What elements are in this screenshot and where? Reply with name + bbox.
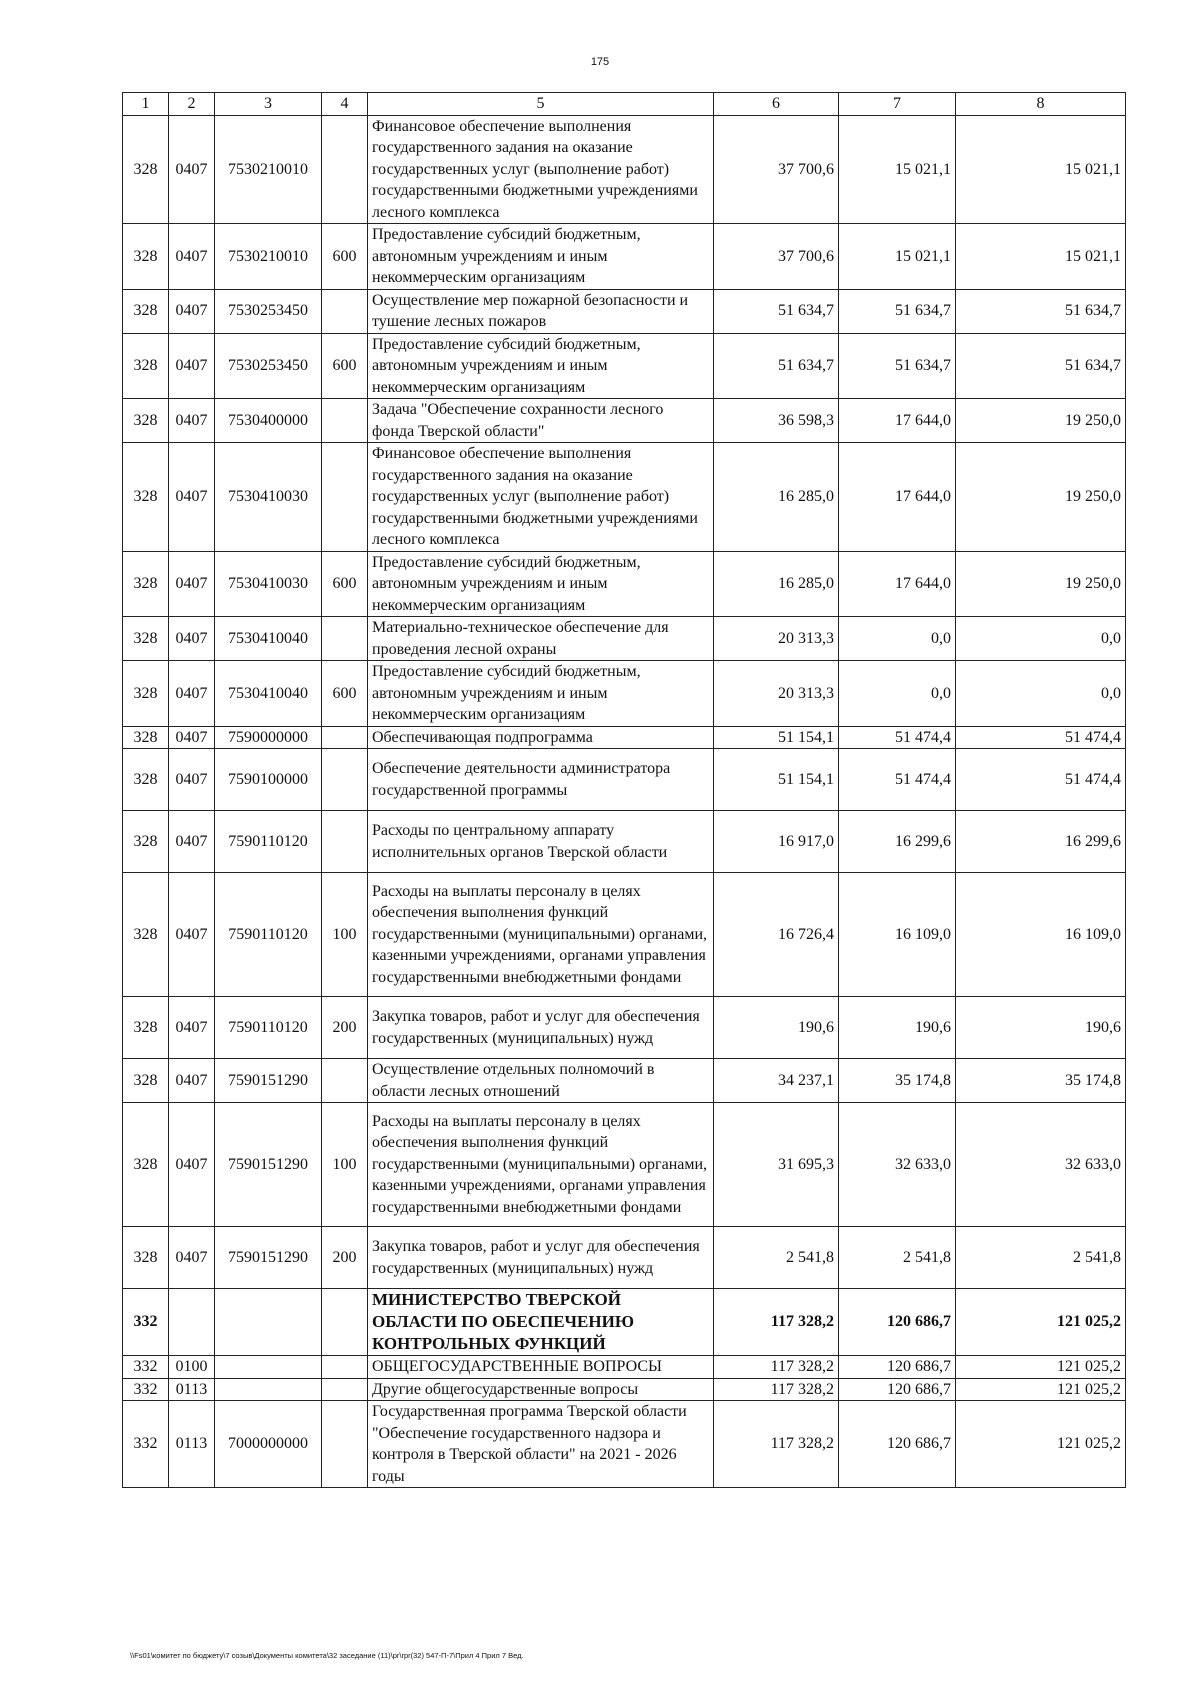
cell-col-3 xyxy=(215,1289,322,1356)
column-header: 4 xyxy=(322,93,368,116)
cell-col-4 xyxy=(322,399,368,443)
cell-col-1: 332 xyxy=(123,1356,169,1379)
cell-col-8: 121 025,2 xyxy=(956,1378,1126,1401)
cell-col-4 xyxy=(322,1059,368,1103)
cell-col-7: 32 633,0 xyxy=(839,1103,956,1227)
cell-col-1: 328 xyxy=(123,873,169,997)
cell-col-2: 0407 xyxy=(169,289,215,333)
cell-col-2: 0100 xyxy=(169,1356,215,1379)
cell-col-6: 37 700,6 xyxy=(714,115,839,224)
cell-col-7: 51 634,7 xyxy=(839,289,956,333)
cell-col-6: 34 237,1 xyxy=(714,1059,839,1103)
cell-col-2 xyxy=(169,1289,215,1356)
column-header: 6 xyxy=(714,93,839,116)
cell-col-2: 0407 xyxy=(169,115,215,224)
cell-col-3: 7590110120 xyxy=(215,811,322,873)
cell-col-4 xyxy=(322,1289,368,1356)
cell-col-7: 35 174,8 xyxy=(839,1059,956,1103)
cell-col-2: 0407 xyxy=(169,749,215,811)
cell-col-6: 16 726,4 xyxy=(714,873,839,997)
cell-col-7: 120 686,7 xyxy=(839,1378,956,1401)
table-row xyxy=(123,399,1126,443)
cell-col-8: 51 474,4 xyxy=(956,749,1126,811)
table-row xyxy=(123,997,1126,1059)
cell-col-6: 16 285,0 xyxy=(714,551,839,617)
cell-col-3: 7530410040 xyxy=(215,617,322,661)
table-row xyxy=(123,443,1126,552)
cell-col-1: 332 xyxy=(123,1401,169,1488)
table-row xyxy=(123,811,1126,873)
cell-col-7: 15 021,1 xyxy=(839,115,956,224)
cell-col-8: 51 474,4 xyxy=(956,726,1126,749)
cell-col-4 xyxy=(322,289,368,333)
cell-col-8: 0,0 xyxy=(956,617,1126,661)
cell-col-2: 0407 xyxy=(169,1103,215,1227)
cell-col-3 xyxy=(215,1378,322,1401)
cell-col-8: 15 021,1 xyxy=(956,224,1126,290)
page-number: 175 xyxy=(590,56,610,68)
cell-col-4 xyxy=(322,1356,368,1379)
cell-col-4 xyxy=(322,1378,368,1401)
cell-col-1: 328 xyxy=(123,399,169,443)
cell-col-2: 0407 xyxy=(169,726,215,749)
cell-col-7: 51 474,4 xyxy=(839,749,956,811)
cell-col-8: 19 250,0 xyxy=(956,399,1126,443)
table-row xyxy=(123,1378,1126,1401)
cell-col-4 xyxy=(322,749,368,811)
cell-col-3: 7590110120 xyxy=(215,997,322,1059)
cell-col-4: 600 xyxy=(322,224,368,290)
cell-col-6: 51 154,1 xyxy=(714,749,839,811)
cell-col-6: 117 328,2 xyxy=(714,1378,839,1401)
cell-col-3: 7590110120 xyxy=(215,873,322,997)
cell-col-6: 117 328,2 xyxy=(714,1289,839,1356)
cell-col-4 xyxy=(322,115,368,224)
cell-col-8: 35 174,8 xyxy=(956,1059,1126,1103)
table-row xyxy=(123,115,1126,224)
table-row xyxy=(123,726,1126,749)
cell-col-6: 20 313,3 xyxy=(714,617,839,661)
cell-col-2: 0407 xyxy=(169,1059,215,1103)
column-header: 3 xyxy=(215,93,322,116)
cell-col-5: Расходы на выплаты персоналу в целях обеспечения выполнения функций государственными (муниципальными) органами, казенными учреждениями, органами управления государственными внебюджетными фондами xyxy=(368,873,714,997)
cell-col-6: 2 541,8 xyxy=(714,1227,839,1289)
cell-col-8: 15 021,1 xyxy=(956,115,1126,224)
cell-col-2: 0113 xyxy=(169,1378,215,1401)
cell-col-1: 328 xyxy=(123,443,169,552)
cell-col-8: 121 025,2 xyxy=(956,1356,1126,1379)
table-row xyxy=(123,1401,1126,1488)
cell-col-5: Задача "Обеспечение сохранности лесного фонда Тверской области" xyxy=(368,399,714,443)
cell-col-7: 16 109,0 xyxy=(839,873,956,997)
cell-col-5: Финансовое обеспечение выполнения государственного задания на оказание государственных услуг (выполнение работ) государственными бюджетными учреждениями лесного комплекса xyxy=(368,115,714,224)
cell-col-4: 600 xyxy=(322,551,368,617)
cell-col-5: Предоставление субсидий бюджетным, автономным учреждениям и иным некоммерческим организациям xyxy=(368,333,714,399)
cell-col-1: 328 xyxy=(123,289,169,333)
cell-col-6: 117 328,2 xyxy=(714,1356,839,1379)
cell-col-4: 200 xyxy=(322,1227,368,1289)
cell-col-8: 19 250,0 xyxy=(956,443,1126,552)
cell-col-5: Предоставление субсидий бюджетным, автономным учреждениям и иным некоммерческим организациям xyxy=(368,551,714,617)
budget-table xyxy=(122,92,1126,1488)
cell-col-6: 190,6 xyxy=(714,997,839,1059)
table-row xyxy=(123,1289,1126,1356)
cell-col-2: 0407 xyxy=(169,224,215,290)
cell-col-4 xyxy=(322,726,368,749)
cell-col-4: 200 xyxy=(322,997,368,1059)
cell-col-1: 328 xyxy=(123,749,169,811)
cell-col-2: 0407 xyxy=(169,443,215,552)
cell-col-3: 7590151290 xyxy=(215,1059,322,1103)
cell-col-1: 328 xyxy=(123,997,169,1059)
cell-col-7: 51 474,4 xyxy=(839,726,956,749)
cell-col-7: 120 686,7 xyxy=(839,1401,956,1488)
cell-col-7: 120 686,7 xyxy=(839,1289,956,1356)
cell-col-7: 51 634,7 xyxy=(839,333,956,399)
cell-col-3: 7530400000 xyxy=(215,399,322,443)
table-row xyxy=(123,224,1126,290)
cell-col-8: 121 025,2 xyxy=(956,1289,1126,1356)
cell-col-2: 0407 xyxy=(169,997,215,1059)
cell-col-7: 120 686,7 xyxy=(839,1356,956,1379)
cell-col-4: 100 xyxy=(322,1103,368,1227)
cell-col-6: 36 598,3 xyxy=(714,399,839,443)
cell-col-3: 7530210010 xyxy=(215,115,322,224)
cell-col-3: 7530253450 xyxy=(215,333,322,399)
cell-col-4 xyxy=(322,1401,368,1488)
cell-col-1: 328 xyxy=(123,551,169,617)
cell-col-1: 328 xyxy=(123,1059,169,1103)
cell-col-3: 7590100000 xyxy=(215,749,322,811)
cell-col-8: 16 109,0 xyxy=(956,873,1126,997)
cell-col-2: 0407 xyxy=(169,617,215,661)
cell-col-5: МИНИСТЕРСТВО ТВЕРСКОЙ ОБЛАСТИ ПО ОБЕСПЕЧЕНИЮ КОНТРОЛЬНЫХ ФУНКЦИЙ xyxy=(368,1289,714,1356)
cell-col-3: 7530210010 xyxy=(215,224,322,290)
cell-col-6: 51 634,7 xyxy=(714,289,839,333)
cell-col-4: 600 xyxy=(322,661,368,727)
cell-col-1: 328 xyxy=(123,661,169,727)
column-header: 8 xyxy=(956,93,1126,116)
table-row xyxy=(123,333,1126,399)
cell-col-5: Закупка товаров, работ и услуг для обеспечения государственных (муниципальных) нужд xyxy=(368,997,714,1059)
cell-col-5: Закупка товаров, работ и услуг для обеспечения государственных (муниципальных) нужд xyxy=(368,1227,714,1289)
cell-col-3: 7000000000 xyxy=(215,1401,322,1488)
cell-col-3 xyxy=(215,1356,322,1379)
cell-col-5: Государственная программа Тверской области "Обеспечение государственного надзора и контроля в Тверской области" на 2021 - 2026 годы xyxy=(368,1401,714,1488)
cell-col-1: 328 xyxy=(123,224,169,290)
table-row xyxy=(123,1227,1126,1289)
cell-col-8: 0,0 xyxy=(956,661,1126,727)
cell-col-7: 0,0 xyxy=(839,617,956,661)
cell-col-8: 190,6 xyxy=(956,997,1126,1059)
cell-col-5: Расходы на выплаты персоналу в целях обеспечения выполнения функций государственными (муниципальными) органами, казенными учреждениями, органами управления государственными внебюджетными фондами xyxy=(368,1103,714,1227)
cell-col-3: 7530410030 xyxy=(215,443,322,552)
cell-col-3: 7530253450 xyxy=(215,289,322,333)
column-header: 5 xyxy=(368,93,714,116)
table-row xyxy=(123,1103,1126,1227)
column-header: 2 xyxy=(169,93,215,116)
cell-col-3: 7590000000 xyxy=(215,726,322,749)
column-header: 1 xyxy=(123,93,169,116)
cell-col-5: Предоставление субсидий бюджетным, автономным учреждениям и иным некоммерческим организациям xyxy=(368,661,714,727)
cell-col-5: Предоставление субсидий бюджетным, автономным учреждениям и иным некоммерческим организациям xyxy=(368,224,714,290)
cell-col-7: 17 644,0 xyxy=(839,551,956,617)
cell-col-2: 0113 xyxy=(169,1401,215,1488)
cell-col-1: 328 xyxy=(123,333,169,399)
cell-col-4: 600 xyxy=(322,333,368,399)
cell-col-3: 7530410040 xyxy=(215,661,322,727)
table-row xyxy=(123,551,1126,617)
file-path-footer: \\Fs01\комитет по бюджету\7 созыв\Документы комитета\32 заседание (11)\pr\rpr(32) 547-П-7\Прил 4 Прил 7 Вед. xyxy=(130,1651,524,1660)
cell-col-5: Осуществление мер пожарной безопасности и тушение лесных пожаров xyxy=(368,289,714,333)
cell-col-1: 328 xyxy=(123,811,169,873)
cell-col-5: Обеспечивающая подпрограмма xyxy=(368,726,714,749)
cell-col-6: 31 695,3 xyxy=(714,1103,839,1227)
cell-col-4 xyxy=(322,617,368,661)
table-row xyxy=(123,289,1126,333)
cell-col-8: 51 634,7 xyxy=(956,333,1126,399)
table-row xyxy=(123,617,1126,661)
cell-col-2: 0407 xyxy=(169,1227,215,1289)
cell-col-4 xyxy=(322,443,368,552)
cell-col-7: 2 541,8 xyxy=(839,1227,956,1289)
cell-col-2: 0407 xyxy=(169,551,215,617)
cell-col-8: 19 250,0 xyxy=(956,551,1126,617)
cell-col-1: 328 xyxy=(123,115,169,224)
cell-col-5: Финансовое обеспечение выполнения государственного задания на оказание государственных услуг (выполнение работ) государственными бюджетными учреждениями лесного комплекса xyxy=(368,443,714,552)
cell-col-6: 16 285,0 xyxy=(714,443,839,552)
cell-col-1: 328 xyxy=(123,617,169,661)
cell-col-6: 16 917,0 xyxy=(714,811,839,873)
cell-col-4: 100 xyxy=(322,873,368,997)
cell-col-7: 15 021,1 xyxy=(839,224,956,290)
cell-col-6: 51 154,1 xyxy=(714,726,839,749)
cell-col-7: 190,6 xyxy=(839,997,956,1059)
cell-col-2: 0407 xyxy=(169,661,215,727)
cell-col-7: 17 644,0 xyxy=(839,399,956,443)
cell-col-2: 0407 xyxy=(169,811,215,873)
table-row xyxy=(123,749,1126,811)
cell-col-8: 2 541,8 xyxy=(956,1227,1126,1289)
cell-col-5: ОБЩЕГОСУДАРСТВЕННЫЕ ВОПРОСЫ xyxy=(368,1356,714,1379)
cell-col-7: 17 644,0 xyxy=(839,443,956,552)
cell-col-1: 332 xyxy=(123,1378,169,1401)
cell-col-5: Материально-техническое обеспечение для проведения лесной охраны xyxy=(368,617,714,661)
cell-col-6: 37 700,6 xyxy=(714,224,839,290)
cell-col-5: Расходы по центральному аппарату исполнительных органов Тверской области xyxy=(368,811,714,873)
cell-col-2: 0407 xyxy=(169,333,215,399)
cell-col-5: Обеспечение деятельности администратора государственной программы xyxy=(368,749,714,811)
cell-col-7: 16 299,6 xyxy=(839,811,956,873)
table-row xyxy=(123,1059,1126,1103)
cell-col-8: 32 633,0 xyxy=(956,1103,1126,1227)
cell-col-3: 7590151290 xyxy=(215,1103,322,1227)
cell-col-6: 20 313,3 xyxy=(714,661,839,727)
cell-col-3: 7530410030 xyxy=(215,551,322,617)
table-row xyxy=(123,873,1126,997)
cell-col-1: 328 xyxy=(123,726,169,749)
header-row xyxy=(123,93,1126,116)
table-row xyxy=(123,1356,1126,1379)
cell-col-8: 51 634,7 xyxy=(956,289,1126,333)
cell-col-6: 117 328,2 xyxy=(714,1401,839,1488)
cell-col-6: 51 634,7 xyxy=(714,333,839,399)
cell-col-1: 328 xyxy=(123,1227,169,1289)
cell-col-5: Другие общегосударственные вопросы xyxy=(368,1378,714,1401)
cell-col-8: 121 025,2 xyxy=(956,1401,1126,1488)
table-row xyxy=(123,661,1126,727)
cell-col-5: Осуществление отдельных полномочий в области лесных отношений xyxy=(368,1059,714,1103)
cell-col-1: 328 xyxy=(123,1103,169,1227)
cell-col-7: 0,0 xyxy=(839,661,956,727)
cell-col-1: 332 xyxy=(123,1289,169,1356)
cell-col-8: 16 299,6 xyxy=(956,811,1126,873)
cell-col-3: 7590151290 xyxy=(215,1227,322,1289)
cell-col-4 xyxy=(322,811,368,873)
column-header: 7 xyxy=(839,93,956,116)
cell-col-2: 0407 xyxy=(169,873,215,997)
cell-col-2: 0407 xyxy=(169,399,215,443)
